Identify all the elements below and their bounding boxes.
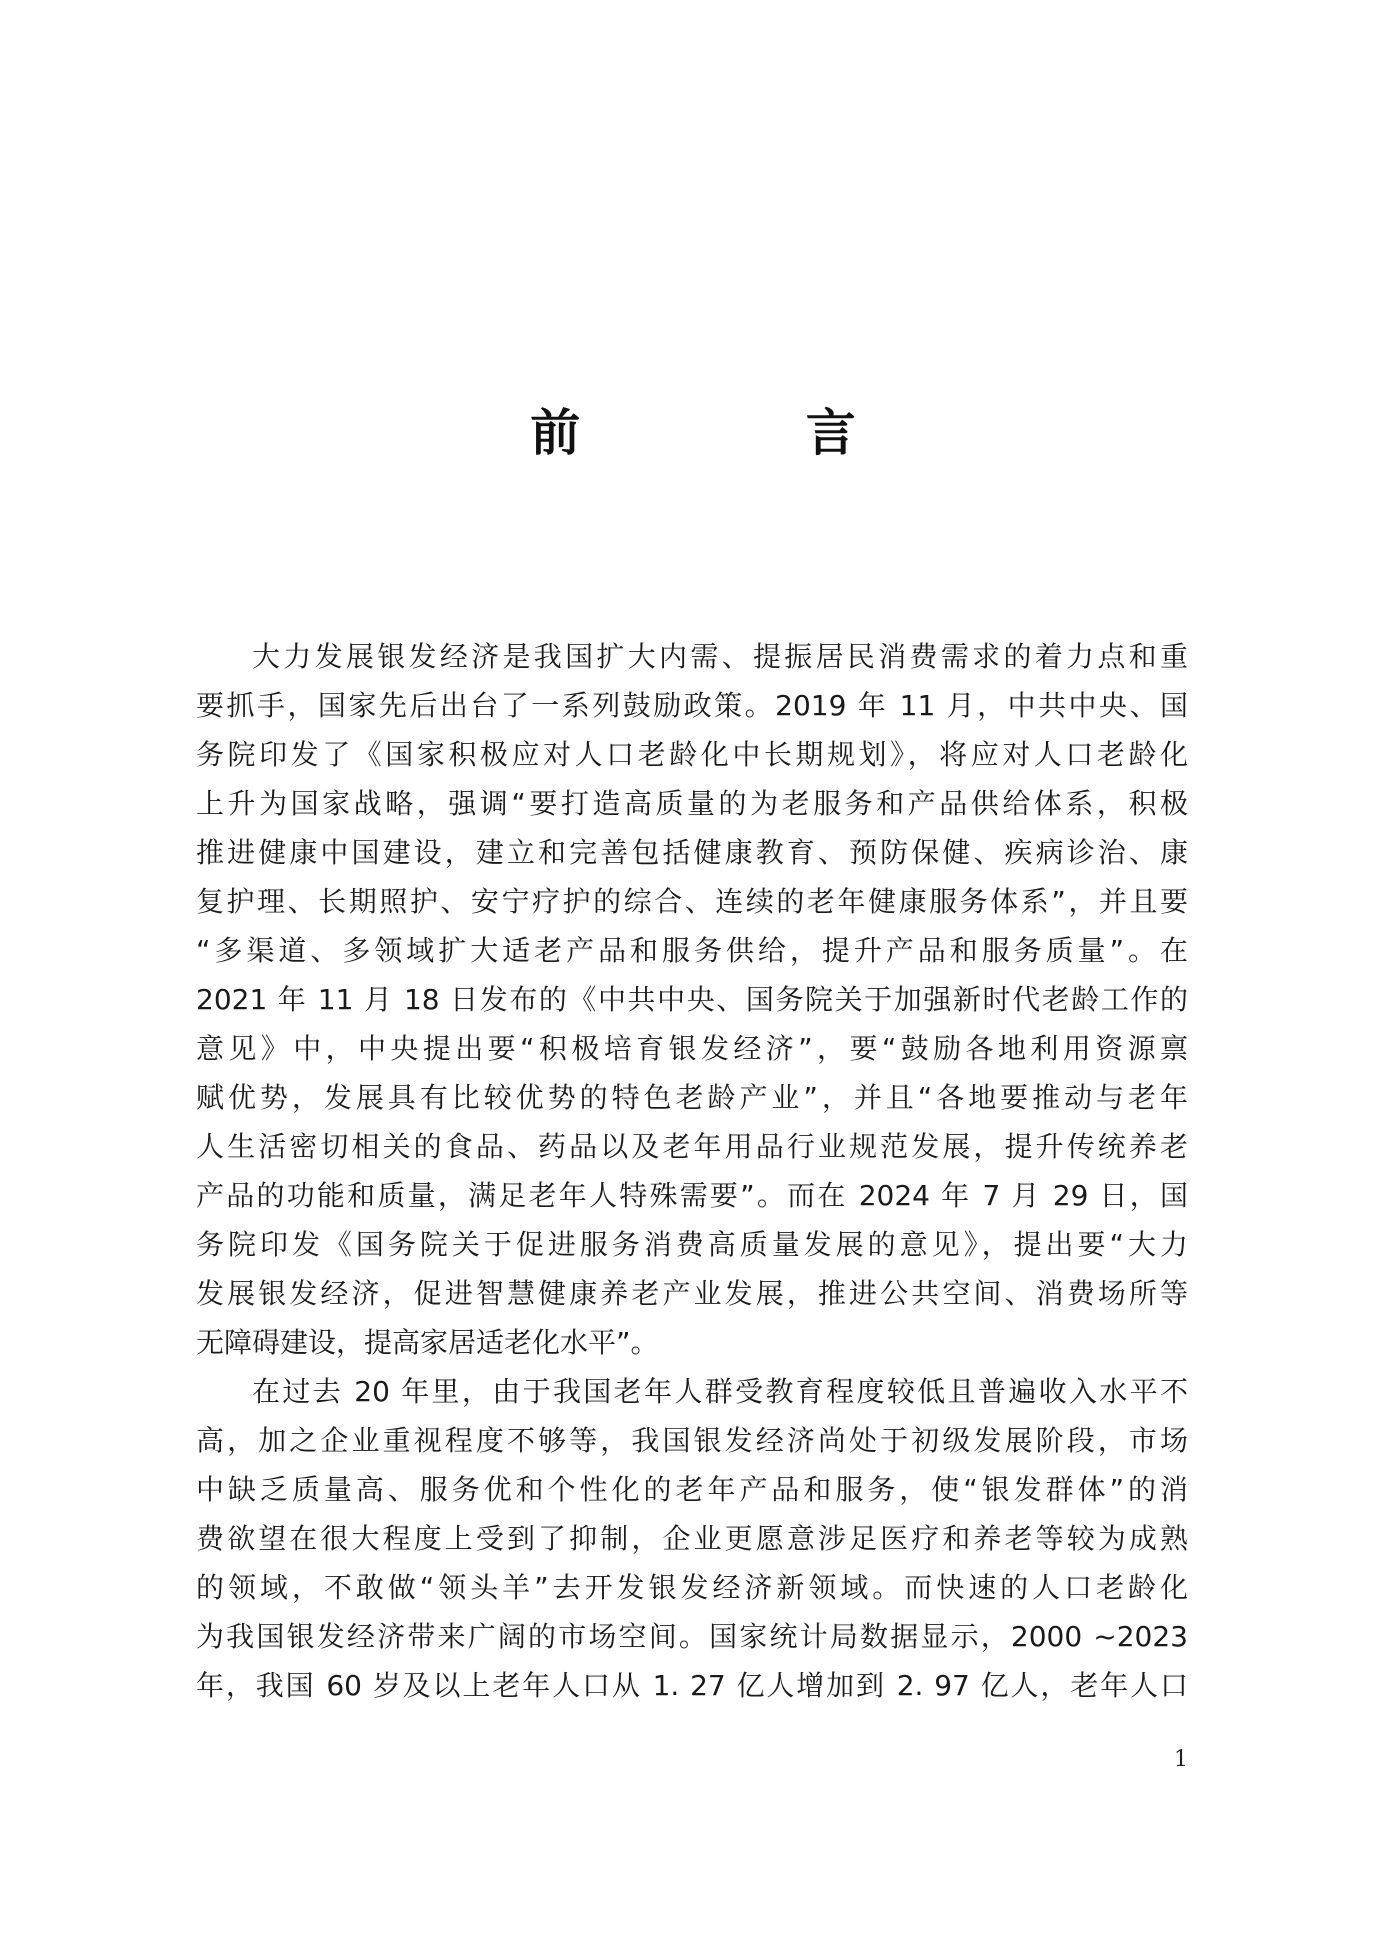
paragraph-1-line-2: 要抓手，国家先后出台了一系列鼓励政策。2019 年 11 月，中共中央、国 [196, 689, 1188, 722]
paragraph-2-line-5: 的领域，不敢做“领头羊”去开发银发经济新领域。而快速的人口老龄化 [196, 1571, 1188, 1604]
paragraph-1-line-11: 人生活密切相关的食品、药品以及老年用品行业规范发展，提升传统养老 [196, 1130, 1188, 1163]
paragraph-1-line-7: “多渠道、多领域扩大适老产品和服务供给，提升产品和服务质量”。在 [196, 934, 1188, 967]
paragraph-1-line-5: 推进健康中国建设，建立和完善包括健康教育、预防保健、疾病诊治、康 [196, 836, 1188, 869]
paragraph-1-line-4: 上升为国家战略，强调“要打造高质量的为老服务和产品供给体系，积极 [196, 787, 1188, 820]
paragraph-2-line-6: 为我国银发经济带来广阔的市场空间。国家统计局数据显示，2000 ~2023 [196, 1620, 1188, 1653]
paragraph-1-line-1: 大力发展银发经济是我国扩大内需、提振居民消费需求的着力点和重 [252, 640, 1188, 673]
page-number: 1 [1174, 1747, 1188, 1772]
paragraph-1-line-15: 无障碍建设，提高家居适老化水平”。 [196, 1326, 659, 1359]
paragraph-2-line-1: 在过去 20 年里，由于我国老年人群受教育程度较低且普遍收入水平不 [252, 1375, 1188, 1408]
paragraph-1-line-6: 复护理、长期照护、安宁疗护的综合、连续的老年健康服务体系”，并且要 [196, 885, 1188, 918]
paragraph-1-line-14: 发展银发经济，促进智慧健康养老产业发展，推进公共空间、消费场所等 [196, 1277, 1188, 1310]
paragraph-2-line-4: 费欲望在很大程度上受到了抑制，企业更愿意涉足医疗和养老等较为成熟 [196, 1522, 1188, 1555]
paragraph-1-line-10: 赋优势，发展具有比较优势的特色老龄产业”，并且“各地要推动与老年 [196, 1081, 1188, 1114]
paragraph-2-line-7: 年，我国 60 岁及以上老年人口从 1. 27 亿人增加到 2. 97 亿人，老年人口 [196, 1669, 1188, 1702]
body-text [196, 632, 1188, 1710]
paragraph-1-line-13: 务院印发《国务院关于促进服务消费高质量发展的意见》，提出要“大力 [196, 1228, 1188, 1261]
page-title: 前 言 [530, 403, 960, 462]
paragraph-1-line-12: 产品的功能和质量，满足老年人特殊需要”。而在 2024 年 7 月 29 日，国 [196, 1179, 1188, 1212]
paragraph-1-line-9: 意见》中，中央提出要“积极培育银发经济”，要“鼓励各地利用资源禀 [196, 1032, 1188, 1065]
paragraph-2-line-3: 中缺乏质量高、服务优和个性化的老年产品和服务，使“银发群体”的消 [196, 1473, 1188, 1506]
paragraph-1-line-3: 务院印发了《国家积极应对人口老龄化中长期规划》，将应对人口老龄化 [196, 738, 1188, 771]
paragraph-1-line-8: 2021 年 11 月 18 日发布的《中共中央、国务院关于加强新时代老龄工作的 [196, 983, 1188, 1016]
paragraph-2-line-2: 高，加之企业重视程度不够等，我国银发经济尚处于初级发展阶段，市场 [196, 1424, 1188, 1457]
